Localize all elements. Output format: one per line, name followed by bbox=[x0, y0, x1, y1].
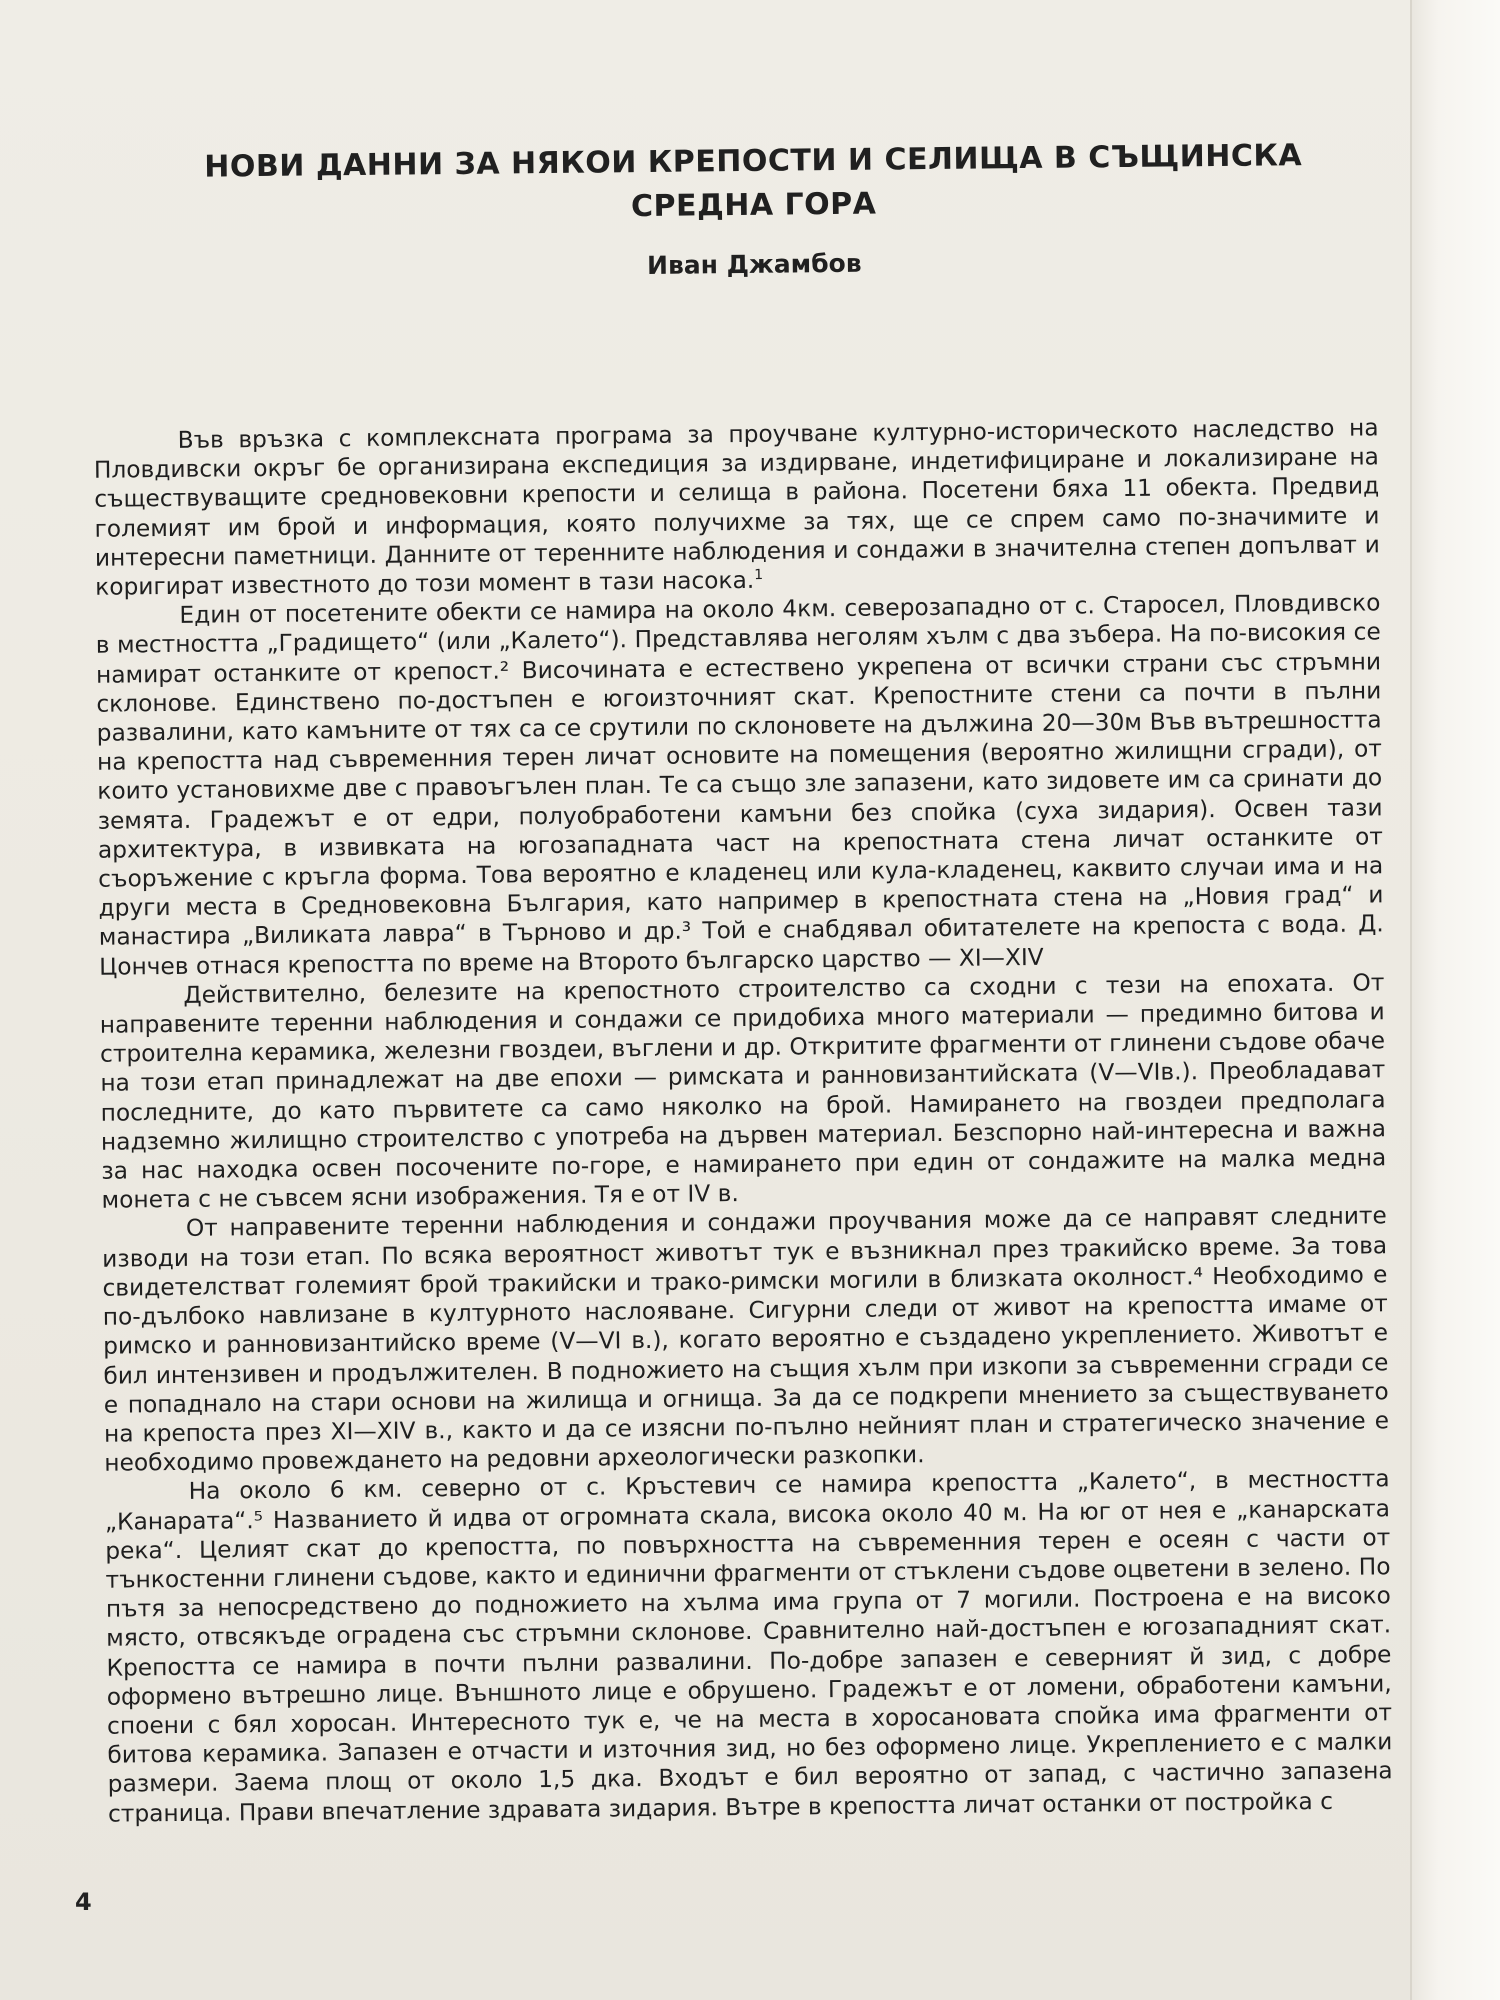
title-line-1: НОВИ ДАННИ ЗА НЯКОИ КРЕПОСТИ И СЕЛИЩА В СЪЩИНСКА bbox=[204, 138, 1303, 185]
paragraph-text: Във връзка с комплексната програма за проучване културно-историческото наследство на Пловдивски окръг бе организирана експедиция за издирване, индетифициране и локализиране на съществуващите средновековни крепости и селища в района. Посетени бяха 11 обекта. Предвид големият им брой и информация, която получихме за тях, ще се спрем само по-значимите и интересни паметници. Данните от теренните наблюдения и сондажи в значителна степен допълват и коригират известното до този момент в тази насока. bbox=[93, 414, 1380, 601]
page-content bbox=[91, 133, 1395, 1956]
author-name: Иван Джамбов bbox=[646, 248, 862, 280]
article-body bbox=[93, 413, 1393, 1828]
paragraph-text: Един от посетените обекти се намира на около 4км. северозападно от с. Старосел, Пловдивско в местността „Градището“ (или „Калето“). Представлява неголям хълм с два зъбера. На по-високия се намират останките от крепост.² Височината е естествено укрепена от всички страни със стръмни склонове. Единствено по-достъпен е югоизточният скат. Крепостните стени са почти в пълни развалини, като камъните от тях са се срутили по склоновете на дължина 20—30м Във вътрешността на крепостта над съвременния терен личат основите на помещения (вероятно жилищни сгради), от които установихме две с правоъгълен план. Те са също зле запазени, като зидовете им са сринати до земята. Градежът е от едри, полуобработени камъни без спойка (суха зидария). Освен тази архитектура, в извивката на югозападната част на крепостната стена личат останките от съоръжение с кръгла форма. Това вероятно е кладенец или кула-кладенец, каквито случаи има и на други места в Средновековна България, като например в крепостната стена на „Новия град“ и манастира „Виликата лавра“ в Търново и др.³ Той е снабдявал обитателете на крепоста с вода. Д. Цончев отнася крепостта по време на Второто българско царство — XI—XIV bbox=[95, 589, 1384, 981]
title-line-2: СРЕДНА ГОРА bbox=[630, 186, 877, 225]
paragraph-text: От направените теренни наблюдения и сондажи проучвания може да се направят следните изводи на този етап. По всяка вероятност животът тук е възникнал през тракийско време. За това свидетелстват големият брой тракийски и трако-римски могили в близката околност.⁴ Необходимо е по-дълбоко навлизане в културното наслояване. Сигурни следи от живот на крепостта имаме от римско и ранновизантийско време (V—VI в.), когато вероятно е създадено укреплението. Животът е бил интензивен и продължителен. В подножието на същия хълм при изкопи за съвременни сгради се е попаднало на стари основи на жилища и огнища. За да се подкрепи мнението за съществуването на крепоста през XI—XIV в., както и да се изясни по-пълно нейният план и стратегическо значение е необходимо провеждането на редовни археологически разкопки. bbox=[102, 1202, 1390, 1477]
next-page-edge bbox=[1410, 0, 1500, 2000]
paragraph-text: На около 6 км. северно от с. Кръстевич се намира крепостта „Калето“, в местността „Канарата“.⁵ Названието й идва от огромната скала, висока около 40 м. На юг от нея е „канарската река“. Целият скат до крепостта, по повърхността на съвременния терен е осеян с части от тънкостенни глинени съдове, както и единични фрагменти от стъклени съдове оцветени в зелено. По пътя за непосредствено до подножието на хълма има група от 7 могили. Построена е на високо място, отвсякъде оградена със стръмни склонове. Сравнително най-достъпен е югозападният скат. Крепостта се намира в почти пълни развалини. По-добре запазен е северният й зид, с добре оформено вътрешно лице. Външното лице е обрушено. Градежът е от ломени, обработени камъни, споени с бял хоросан. Интересното тук е, че на места в хоросановата спойка има фрагменти от битова керамика. Запазен е отчасти и източния зид, но без оформено лице. Укреплението е с малки размери. Заема площ от около 1,5 дка. Входът е бил вероятно от запад, с частично запазена страница. Прави впечатление здравата зидария. Вътре в крепостта личат останки от постройка с bbox=[104, 1465, 1393, 1828]
paragraph bbox=[93, 413, 1380, 602]
article-title bbox=[131, 133, 1377, 234]
paragraph bbox=[95, 589, 1384, 982]
paragraph bbox=[102, 1202, 1390, 1478]
page-number: 4 bbox=[75, 1888, 92, 1916]
footnote-mark: 1 bbox=[754, 567, 764, 584]
paragraph bbox=[104, 1465, 1393, 1829]
paragraph bbox=[99, 968, 1386, 1215]
paragraph-text: Действително, белезите на крепостното строителство са сходни с тези на епохата. От направените теренни наблюдения и сондажи се придобиха много материали — предимно битова и строителна керамика, железни гвоздеи, въглени и др. Откритите фрагменти от глинени съдове обаче на този етап принадлежат на две епохи — римската и ранновизантийската (V—VIв.). Преобладават последните, до като първитете са само няколко на брой. Намирането на гвоздеи предполага надземно жилищно строителство с употреба на дървен материал. Безспорно най-интересна и важна за нас находка освен посочените по-горе, е намирането при един от сондажите на малка медна монета с не съвсем ясни изображения. Тя е от IV в. bbox=[99, 969, 1387, 1215]
